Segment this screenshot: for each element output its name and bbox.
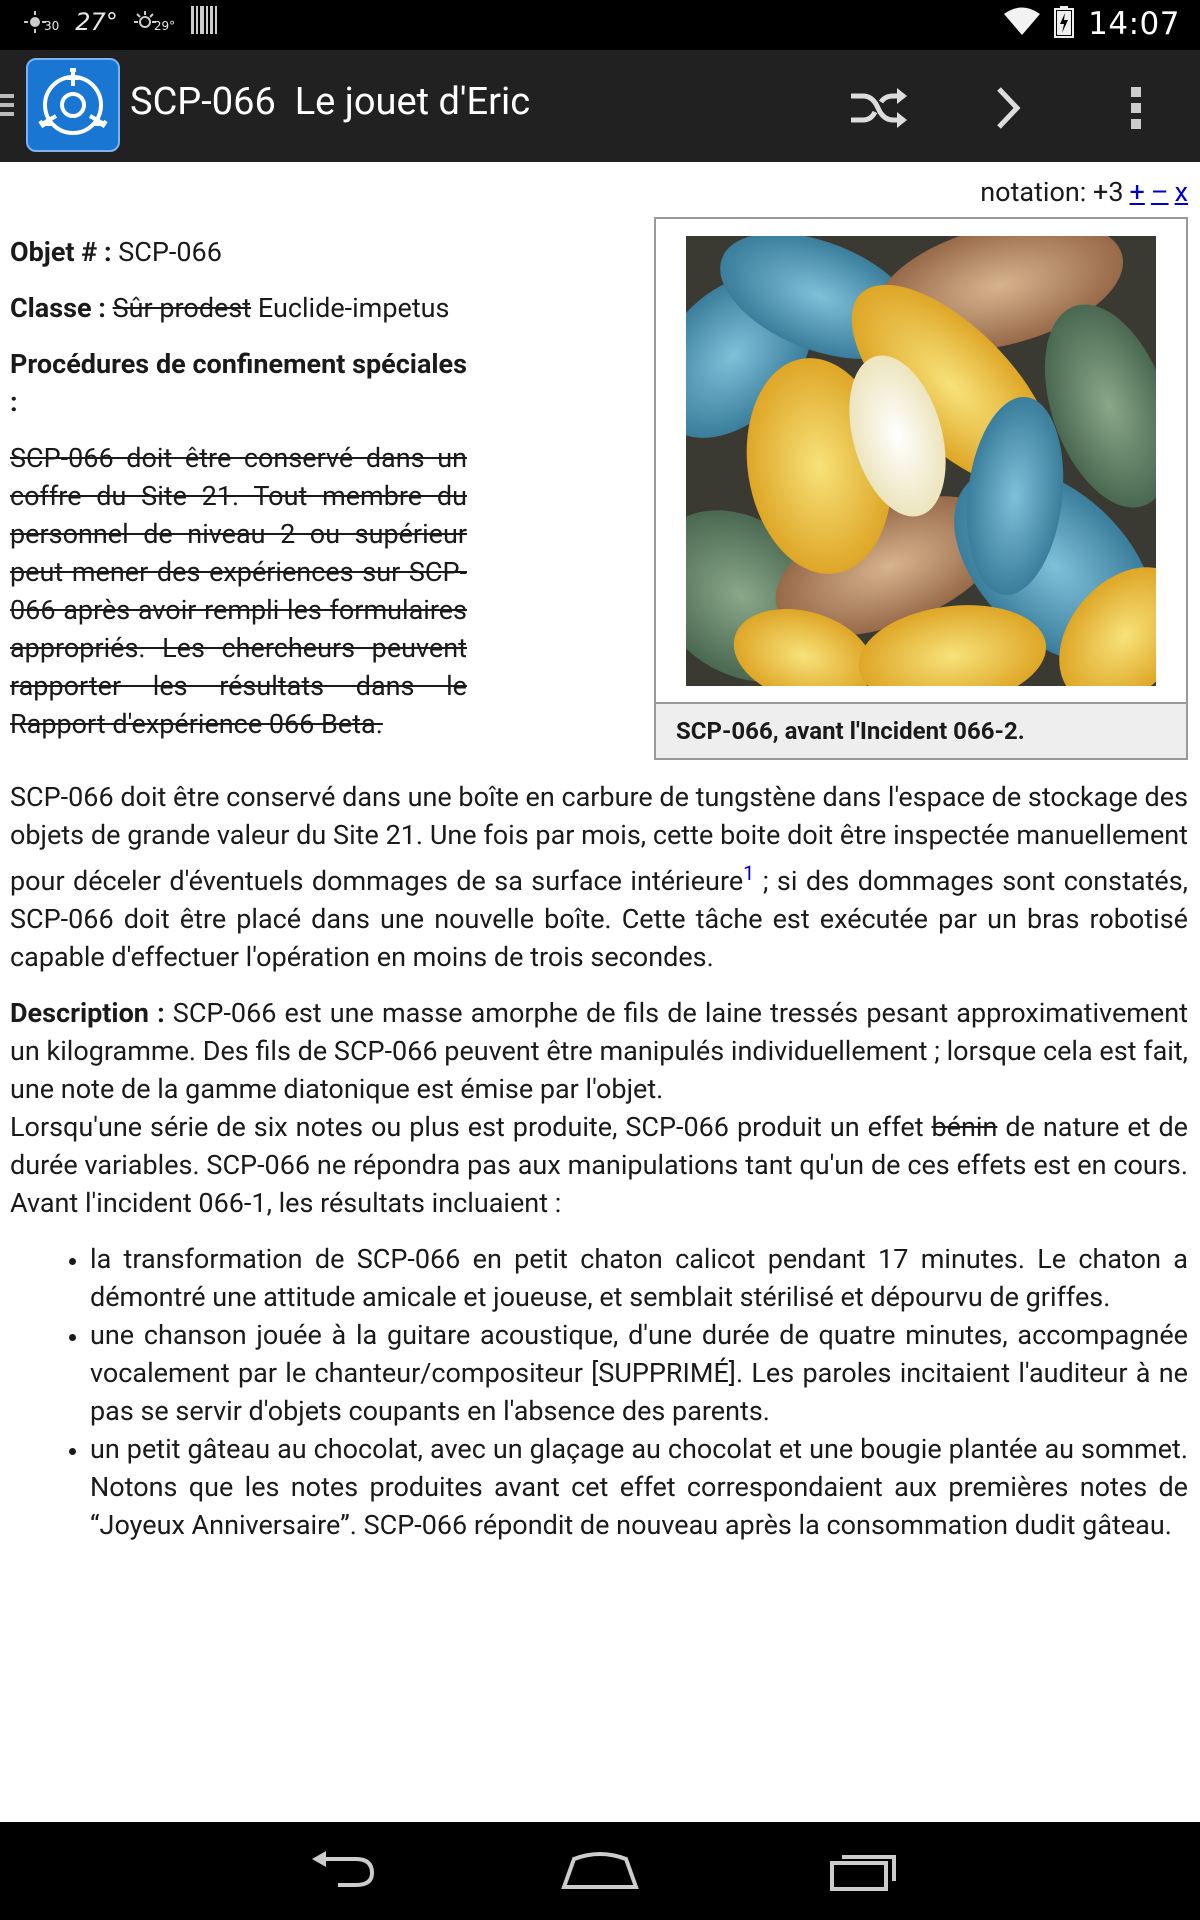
yarn-photo xyxy=(686,236,1156,686)
page-title: SCP-066 Le jouet d'Eric xyxy=(130,80,531,124)
procedures-text-a: SCP-066 doit être conservé dans une boîte en carbure de tungstène dans l'espace de stockage des objets de grande valeur du Site 21. Une fois par mois, cette boite doit être inspectée manuellement pour déceler d'éventuels dommages de sa surface intérieure xyxy=(10,781,1188,897)
figure-block xyxy=(654,217,1188,760)
description-paragraph xyxy=(10,994,1188,1108)
temperature-text: 27° xyxy=(75,8,118,36)
wifi-icon xyxy=(1004,7,1040,41)
object-value: SCP-066 xyxy=(111,236,222,268)
rating-label: notation: +3 xyxy=(980,176,1124,208)
notification-icons xyxy=(24,6,217,38)
procedures-label: Procédures de confinement spéciales : xyxy=(10,348,467,418)
weather-high: 29° xyxy=(153,19,176,33)
figure-caption: SCP-066, avant l'Incident 066-2. xyxy=(656,702,1186,758)
class-label: Classe : xyxy=(10,292,106,324)
description-text: SCP-066 est une masse amorphe de fils de laine tressés pesant approximativement un kilogramme. Des fils de SCP-066 peuvent être manipulés individuellement ; lorsque cela est fait, une note de la gamme diatonique est émise par l'objet. xyxy=(10,997,1188,1105)
description-label: Description : xyxy=(10,997,165,1029)
rating-bar xyxy=(10,173,1188,211)
class-value: Euclide-impetus xyxy=(251,292,450,324)
back-icon[interactable] xyxy=(298,1846,388,1896)
recent-apps-icon[interactable] xyxy=(818,1846,908,1896)
weather-low: 30 xyxy=(44,19,60,33)
class-struck: Sûr prodest xyxy=(112,292,252,324)
weather-icon xyxy=(24,11,59,33)
drawer-indicator-icon[interactable] xyxy=(0,94,14,121)
procedures-paragraph xyxy=(10,778,1188,976)
rating-plus-link[interactable]: + xyxy=(1129,176,1145,208)
chevron-right-icon[interactable] xyxy=(978,78,1038,138)
effects-text-b: de nature et de durée variables. SCP-066 ne répondra pas aux manipulations tant qu'un de ces effets est en cours. Avant l'incident 066-1, les résultats incluaient : xyxy=(10,1111,1188,1219)
procedures-text-b: ; si des dommages sont constatés, SCP-066 doit être placé dans une nouvelle boîte. Cette tâche est exécutée par un bras robotisé capable d'effectuer l'opération en moins de trois secondes. xyxy=(10,865,1188,973)
effects-struck: bénin xyxy=(931,1111,998,1143)
object-label: Objet # : xyxy=(10,236,112,268)
article-content xyxy=(10,162,1188,1822)
status-bar xyxy=(0,0,1200,50)
battery-icon xyxy=(1054,6,1074,42)
class-line xyxy=(10,289,467,327)
effects-text-a: Lorsqu'une série de six notes ou plus est produite, SCP-066 produit un effet xyxy=(10,1111,932,1143)
procedures-heading xyxy=(10,345,467,421)
object-line xyxy=(10,233,467,271)
barcode-icon xyxy=(191,6,217,38)
navigation-bar xyxy=(0,1822,1200,1920)
scp-logo-icon[interactable] xyxy=(26,58,120,152)
home-icon[interactable] xyxy=(555,1846,645,1896)
procedures-struck-paragraph: SCP-066 doit être conservé dans un coffre du Site 21. Tout membre du personnel de niveau 2 ou supérieur peut mener des expériences sur SCP-066 après avoir rempli les formulaires appropriés. Les chercheurs peuvent rapporter les résultats dans le Rapport d'expérience 066 Beta. xyxy=(10,442,467,740)
overflow-menu-icon[interactable] xyxy=(1106,78,1166,138)
list-item: • la transformation de SCP-066 en petit chaton calicot pendant 17 minutes. Le chaton a démontré une attitude amicale et joueuse, et semblait stérilisé et dépourvu de griffes. xyxy=(90,1240,1188,1316)
rating-minus-link[interactable]: – xyxy=(1150,176,1169,208)
rating-close-link[interactable]: x xyxy=(1174,176,1188,208)
system-status xyxy=(1004,6,1180,42)
results-list xyxy=(10,1240,1188,1544)
clock: 14:07 xyxy=(1088,6,1180,42)
action-bar xyxy=(0,50,1200,162)
shuffle-icon[interactable] xyxy=(848,78,908,138)
sun-icon xyxy=(134,11,175,33)
footnote-link[interactable]: 1 xyxy=(743,861,755,885)
list-item: • une chanson jouée à la guitare acoustique, d'une durée de quatre minutes, accompagnée vocalement par le chanteur/compositeur [SUPPRIMÉ]. Les paroles incitaient l'auditeur à ne pas se servir d'objets coupants en l'absence des parents. xyxy=(90,1316,1188,1430)
effects-paragraph xyxy=(10,1108,1188,1222)
list-item: • un petit gâteau au chocolat, avec un glaçage au chocolat et une bougie plantée au sommet. Notons que les notes produites avant cet effet correspondaient aux premières notes de “Joyeux Anniversaire”. SCP-066 répondit de nouveau après la consommation dudit gâteau. xyxy=(90,1430,1188,1544)
